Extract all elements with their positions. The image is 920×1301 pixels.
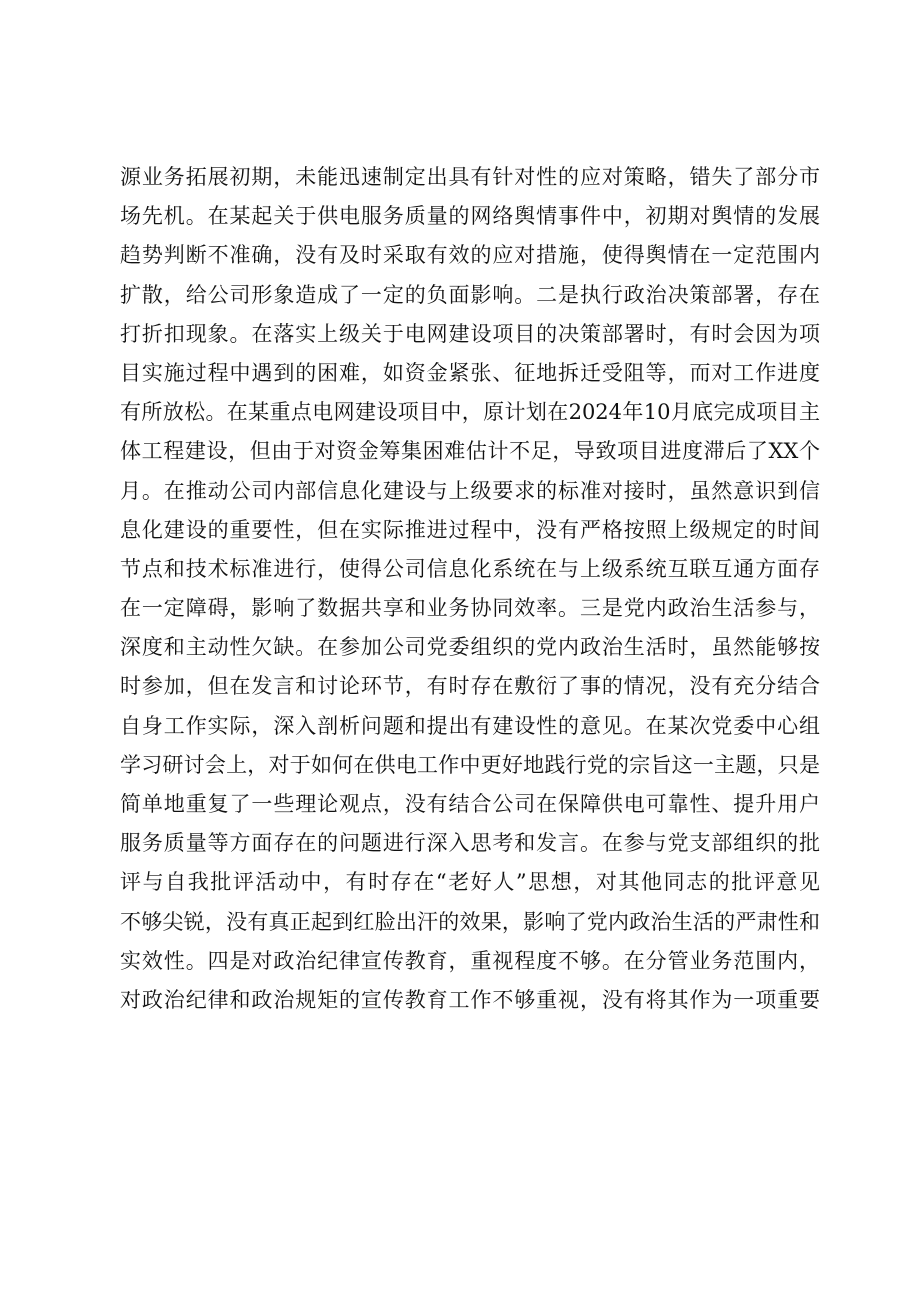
text-line: 月。在推动公司内部信息化建设与上级要求的标准对接时，虽然意识到信 bbox=[120, 478, 820, 503]
text-line: 目实施过程中遇到的困难，如资金紧张、征地拆迁受阻等，而对工作进度 bbox=[120, 360, 820, 385]
text-line: 体工程建设，但由于对资金筹集困难估计不足，导致项目进度滞后了XX个 bbox=[120, 439, 820, 464]
text-line: 自身工作实际，深入剖析问题和提出有建设性的意见。在某次党委中心组 bbox=[120, 713, 820, 738]
text-line: 打折扣现象。在落实上级关于电网建设项目的决策部署时，有时会因为项 bbox=[120, 321, 820, 346]
text-line: 在一定障碍，影响了数据共享和业务协同效率。三是党内政治生活参与， bbox=[120, 596, 820, 621]
text-line: 不够尖锐，没有真正起到红脸出汗的效果，影响了党内政治生活的严肃性和 bbox=[120, 909, 820, 934]
text-line: 场先机。在某起关于供电服务质量的网络舆情事件中，初期对舆情的发展 bbox=[120, 204, 820, 229]
text-line: 学习研讨会上，对于如何在供电工作中更好地践行党的宗旨这一主题，只是 bbox=[120, 752, 820, 777]
text-line: 深度和主动性欠缺。在参加公司党委组织的党内政治生活时，虽然能够按 bbox=[120, 635, 820, 660]
text-line: 源业务拓展初期，未能迅速制定出具有针对性的应对策略，错失了部分市 bbox=[120, 165, 820, 189]
text-line: 对政治纪律和政治规矩的宣传教育工作不够重视，没有将其作为一项重要 bbox=[120, 987, 820, 1012]
text-line: 趋势判断不准确，没有及时采取有效的应对措施，使得舆情在一定范围内 bbox=[120, 243, 820, 268]
text-line: 节点和技术标准进行，使得公司信息化系统在与上级系统互联互通方面存 bbox=[120, 556, 820, 581]
text-line: 服务质量等方面存在的问题进行深入思考和发言。在参与党支部组织的批 bbox=[120, 831, 820, 856]
body-text bbox=[120, 158, 820, 1020]
text-line: 扩散，给公司形象造成了一定的负面影响。二是执行政治决策部署，存在 bbox=[120, 282, 820, 307]
text-line: 评与自我批评活动中，有时存在“老好人”思想，对其他同志的批评意见 bbox=[120, 870, 820, 895]
text-line: 息化建设的重要性，但在实际推进过程中，没有严格按照上级规定的时间 bbox=[120, 517, 820, 542]
text-line: 有所放松。在某重点电网建设项目中，原计划在2024年10月底完成项目主 bbox=[120, 400, 820, 425]
text-line: 时参加，但在发言和讨论环节，有时存在敷衍了事的情况，没有充分结合 bbox=[120, 674, 820, 699]
text-line: 简单地重复了一些理论观点，没有结合公司在保障供电可靠性、提升用户 bbox=[120, 792, 820, 816]
text-line: 实效性。四是对政治纪律宣传教育，重视程度不够。在分管业务范围内， bbox=[120, 948, 820, 973]
